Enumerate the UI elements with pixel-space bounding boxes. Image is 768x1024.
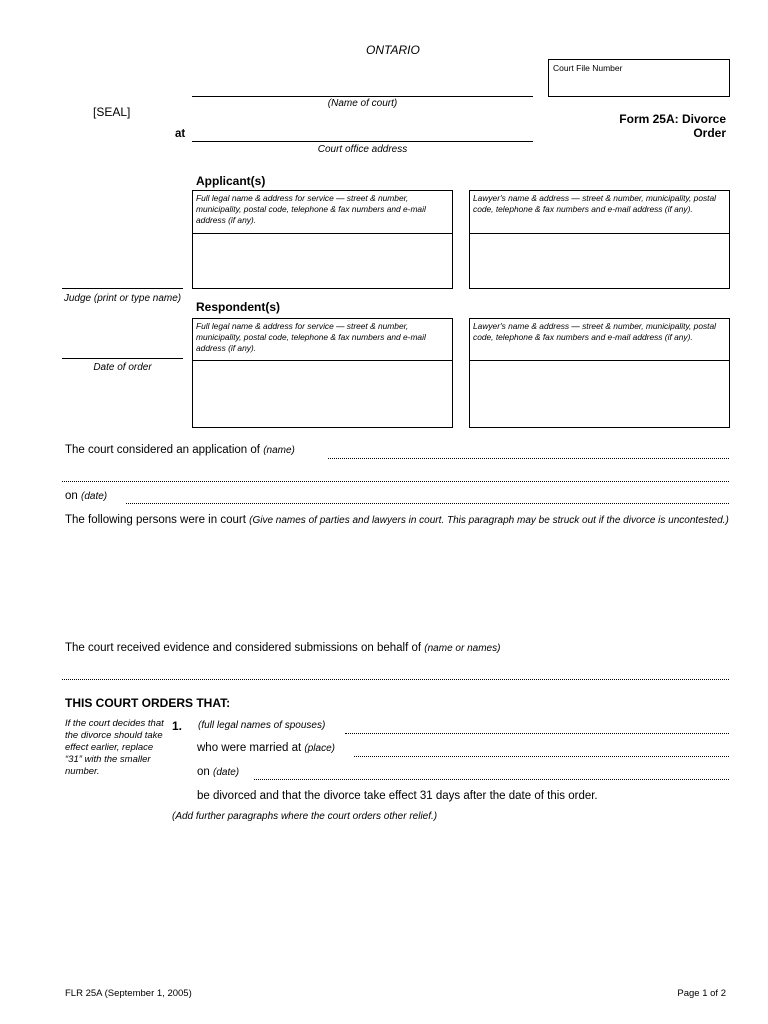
considered-application-line [65,444,295,456]
name-of-court-label: (Name of court) [327,98,398,109]
divorce-effect-text: be divorced and that the divorce take effect 31 days after the date of this order. [197,790,598,802]
marriage-on-text: on [197,766,210,778]
form-id: FLR 25A (September 1, 2005) [65,988,192,999]
date-of-order-label: Date of order [93,362,152,373]
persons-in-court-paragraph [65,513,730,528]
respondent-lawyer-box-label: Lawyer's name & address — street & number, municipality, postal code, telephone & fax numbers and e-mail address (if any). [470,319,729,361]
evidence-line [65,642,500,654]
name-of-court-line[interactable] [192,96,533,97]
respondent-party-box[interactable] [192,318,453,428]
applicant-name-field-2[interactable] [62,481,729,482]
considered-application-text: The court considered an application of [65,444,260,456]
on-date-hint: (date) [81,491,108,502]
place-hint: (place) [304,743,335,754]
date-of-order-line[interactable] [62,358,183,359]
applicant-lawyer-box-label: Lawyer's name & address — street & number, municipality, postal code, telephone & fax numbers and e-mail address (if any). [470,191,729,234]
further-paragraphs-note: (Add further paragraphs where the court orders other relief.) [172,811,438,822]
orders-heading: THIS COURT ORDERS THAT: [65,696,231,710]
evidence-names-field[interactable] [62,679,729,680]
at-label: at [175,128,186,140]
judge-label: Judge (print or type name) [63,293,182,304]
marriage-date-field[interactable] [254,779,729,780]
orders-side-note: If the court decides that the divorce should take effect earlier, replace “31” with the smaller number. [65,718,164,777]
applicants-heading: Applicant(s) [196,174,266,188]
applicant-name-field[interactable] [328,458,729,459]
marriage-date-hint: (date) [213,767,240,778]
province-title: ONTARIO [366,43,420,57]
on-text: on [65,490,78,502]
spouses-names-field[interactable] [345,733,729,734]
court-file-number-label: Court File Number [553,63,623,73]
order-item-number: 1. [172,719,183,733]
married-at-line [197,742,335,754]
respondent-lawyer-box[interactable] [469,318,730,428]
court-office-address-line[interactable] [192,141,533,142]
evidence-text: The court received evidence and considered submissions on behalf of [65,642,422,654]
application-date-field[interactable] [126,503,729,504]
persons-in-court-hint: (Give names of parties and lawyers in court. This paragraph may be struck out if the divorce is uncontested.) [249,515,729,526]
court-office-address-label: Court office address [317,144,408,155]
considered-application-hint: (name) [263,445,295,456]
on-date-line [65,490,107,502]
judge-line[interactable] [62,288,183,289]
form-title-line1: Form 25A: Divorce [619,112,726,126]
applicant-lawyer-box[interactable] [469,190,730,289]
seal-label: [SEAL] [93,105,131,119]
marriage-place-field[interactable] [354,756,729,757]
applicant-party-box[interactable] [192,190,453,289]
married-at-text: who were married at [197,742,302,754]
applicant-party-box-label: Full legal name & address for service — street & number, municipality, postal code, telephone & fax numbers and e-mail address (if any). [193,191,452,234]
evidence-hint: (name or names) [424,643,501,654]
court-file-number-box[interactable] [548,59,730,97]
marriage-date-line [197,766,239,778]
form-title [560,112,726,140]
form-title-line2: Order [693,126,726,140]
respondent-party-box-label: Full legal name & address for service — street & number, municipality, postal code, telephone & fax numbers and e-mail address (if any). [193,319,452,361]
spouses-hint: (full legal names of spouses) [198,720,326,731]
persons-in-court-text: The following persons were in court [65,514,246,526]
page-number: Page 1 of 2 [677,988,726,999]
respondents-heading: Respondent(s) [196,300,280,314]
